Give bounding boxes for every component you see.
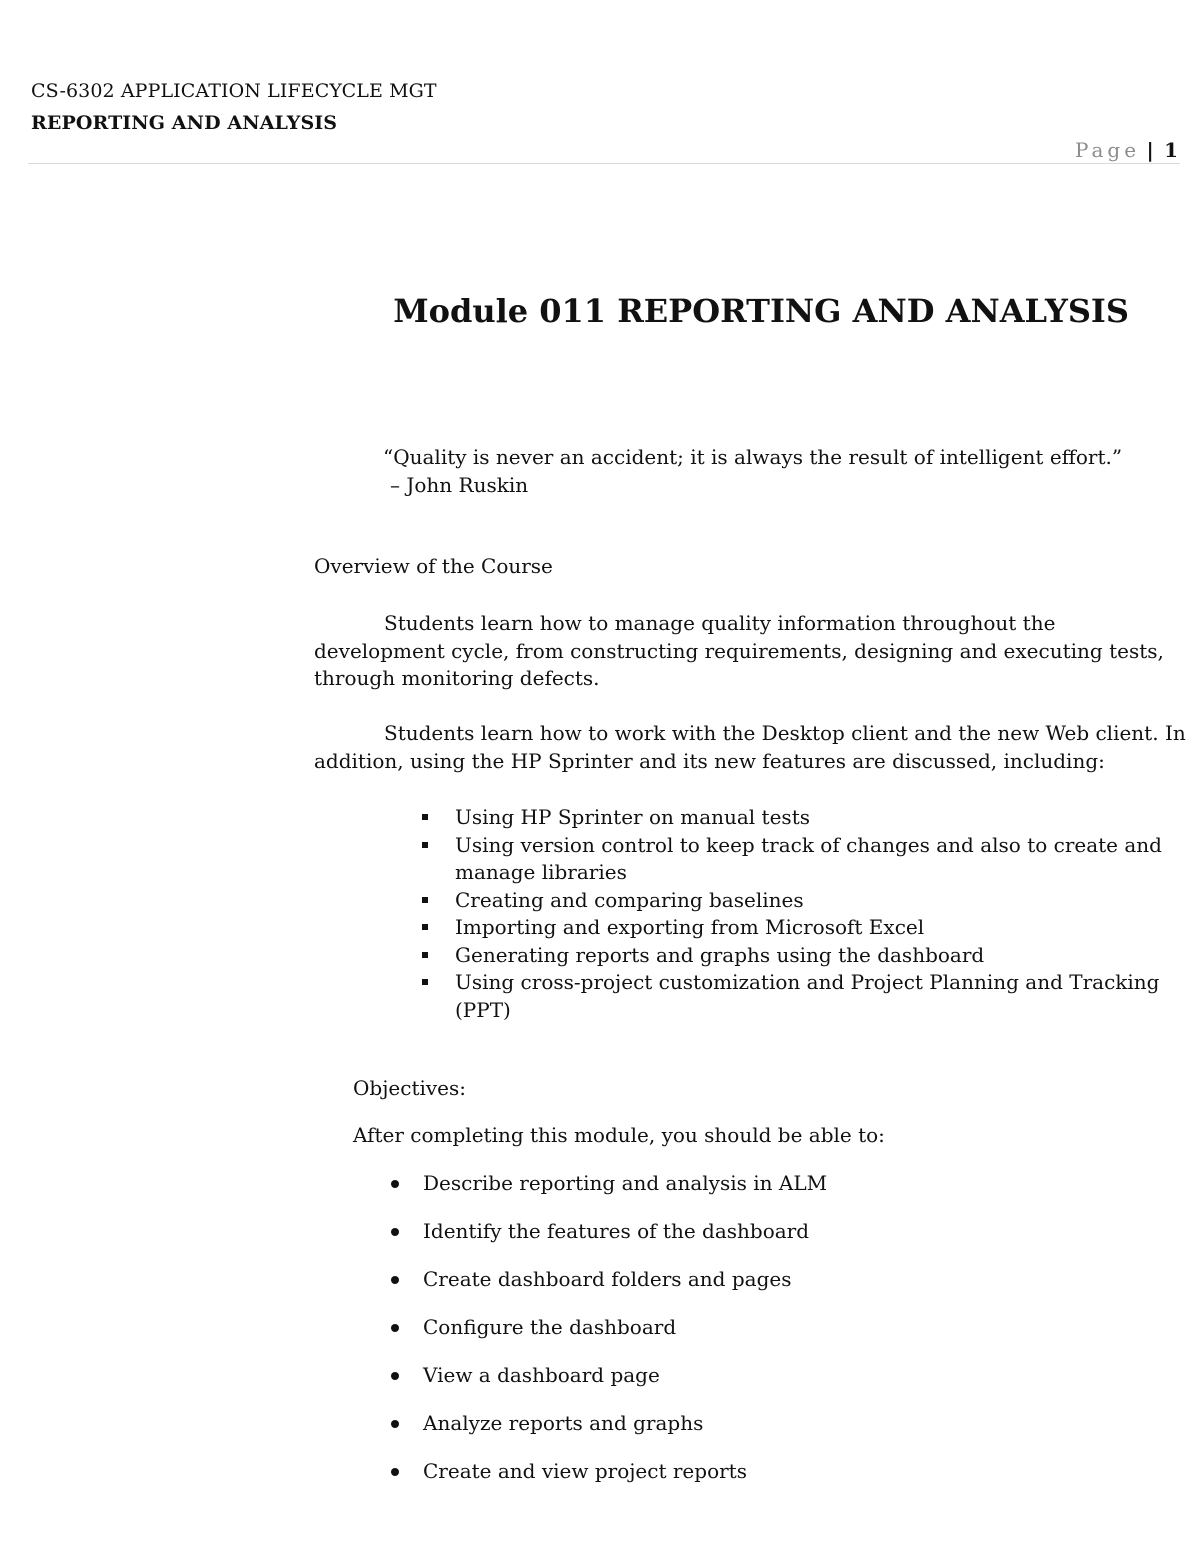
- feature-item-line: Creating and comparing baselines: [455, 887, 804, 912]
- header-course: CS-6302 APPLICATION LIFECYCLE MGT: [31, 80, 437, 102]
- paragraph-line: Students learn how to work with the Desktop client and the new Web client. In: [384, 721, 1186, 745]
- feature-item: [420, 832, 1162, 887]
- square-bullet-icon: [422, 924, 428, 930]
- square-bullet-icon: [422, 952, 428, 958]
- objective-item: [385, 1170, 827, 1218]
- feature-item-line: Importing and exporting from Microsoft Excel: [455, 915, 925, 939]
- paragraph-line: development cycle, from constructing requirements, designing and executing tests,: [314, 638, 1164, 663]
- paragraph-line: through monitoring defects.: [314, 666, 600, 690]
- objective-item-text: Create dashboard folders and pages: [423, 1267, 792, 1291]
- header-divider: [28, 163, 1180, 164]
- square-bullet-icon: [422, 897, 428, 903]
- page-number: [1075, 138, 1178, 162]
- round-bullet-icon: [391, 1420, 399, 1428]
- header-subject: REPORTING AND ANALYSIS: [31, 112, 338, 134]
- square-bullet-icon: [422, 842, 428, 848]
- quote-author: – John Ruskin: [390, 473, 529, 497]
- objective-item-text: Describe reporting and analysis in ALM: [423, 1171, 828, 1195]
- objective-item: [385, 1458, 827, 1506]
- feature-item-line: manage libraries: [455, 860, 627, 884]
- paragraph-line: addition, using the HP Sprinter and its new features are discussed, including:: [314, 748, 1105, 773]
- feature-item-line: Using version control to keep track of changes and also to create and: [455, 832, 1162, 857]
- objectives-list: [385, 1170, 827, 1506]
- feature-item-line: Using cross-project customization and Project Planning and Tracking: [455, 970, 1160, 994]
- paragraph-line: Students learn how to manage quality information throughout the: [384, 611, 1056, 635]
- overview-paragraph-2: [314, 720, 1186, 775]
- feature-item: [420, 804, 1162, 832]
- objective-item: [385, 1314, 827, 1362]
- feature-item-line: Generating reports and graphs using the dashboard: [455, 942, 985, 967]
- quote-text: “Quality is never an accident; it is always the result of intelligent effort.”: [383, 445, 1123, 469]
- round-bullet-icon: [391, 1468, 399, 1476]
- square-bullet-icon: [422, 814, 428, 820]
- feature-item: [420, 969, 1162, 1024]
- objective-item: [385, 1410, 827, 1458]
- round-bullet-icon: [391, 1180, 399, 1188]
- objective-item-text: Configure the dashboard: [423, 1315, 677, 1339]
- round-bullet-icon: [391, 1372, 399, 1380]
- feature-item: [420, 887, 1162, 915]
- overview-paragraph-1: [314, 610, 1164, 693]
- round-bullet-icon: [391, 1276, 399, 1284]
- objectives-intro: After completing this module, you should be able to:: [353, 1123, 885, 1147]
- page-label: Page: [1074, 138, 1141, 162]
- objective-item-text: View a dashboard page: [423, 1363, 660, 1387]
- overview-heading: Overview of the Course: [314, 554, 553, 578]
- objective-item: [385, 1266, 827, 1314]
- feature-item: [420, 942, 1162, 970]
- feature-item-line: (PPT): [455, 997, 511, 1022]
- document-title: Module 011 REPORTING AND ANALYSIS: [393, 292, 1129, 330]
- objective-item-text: Create and view project reports: [423, 1459, 747, 1483]
- features-list: [420, 804, 1162, 1024]
- objective-item-text: Identify the features of the dashboard: [423, 1219, 810, 1243]
- square-bullet-icon: [422, 979, 428, 985]
- objective-item-text: Analyze reports and graphs: [423, 1411, 704, 1435]
- feature-item-line: Using HP Sprinter on manual tests: [455, 805, 810, 829]
- objectives-heading: Objectives:: [353, 1076, 467, 1100]
- round-bullet-icon: [391, 1324, 399, 1332]
- objective-item: [385, 1362, 827, 1410]
- feature-item: [420, 914, 1162, 942]
- round-bullet-icon: [391, 1228, 399, 1236]
- page-number-value: 1: [1164, 138, 1178, 162]
- objective-item: [385, 1218, 827, 1266]
- page-separator: |: [1146, 138, 1154, 162]
